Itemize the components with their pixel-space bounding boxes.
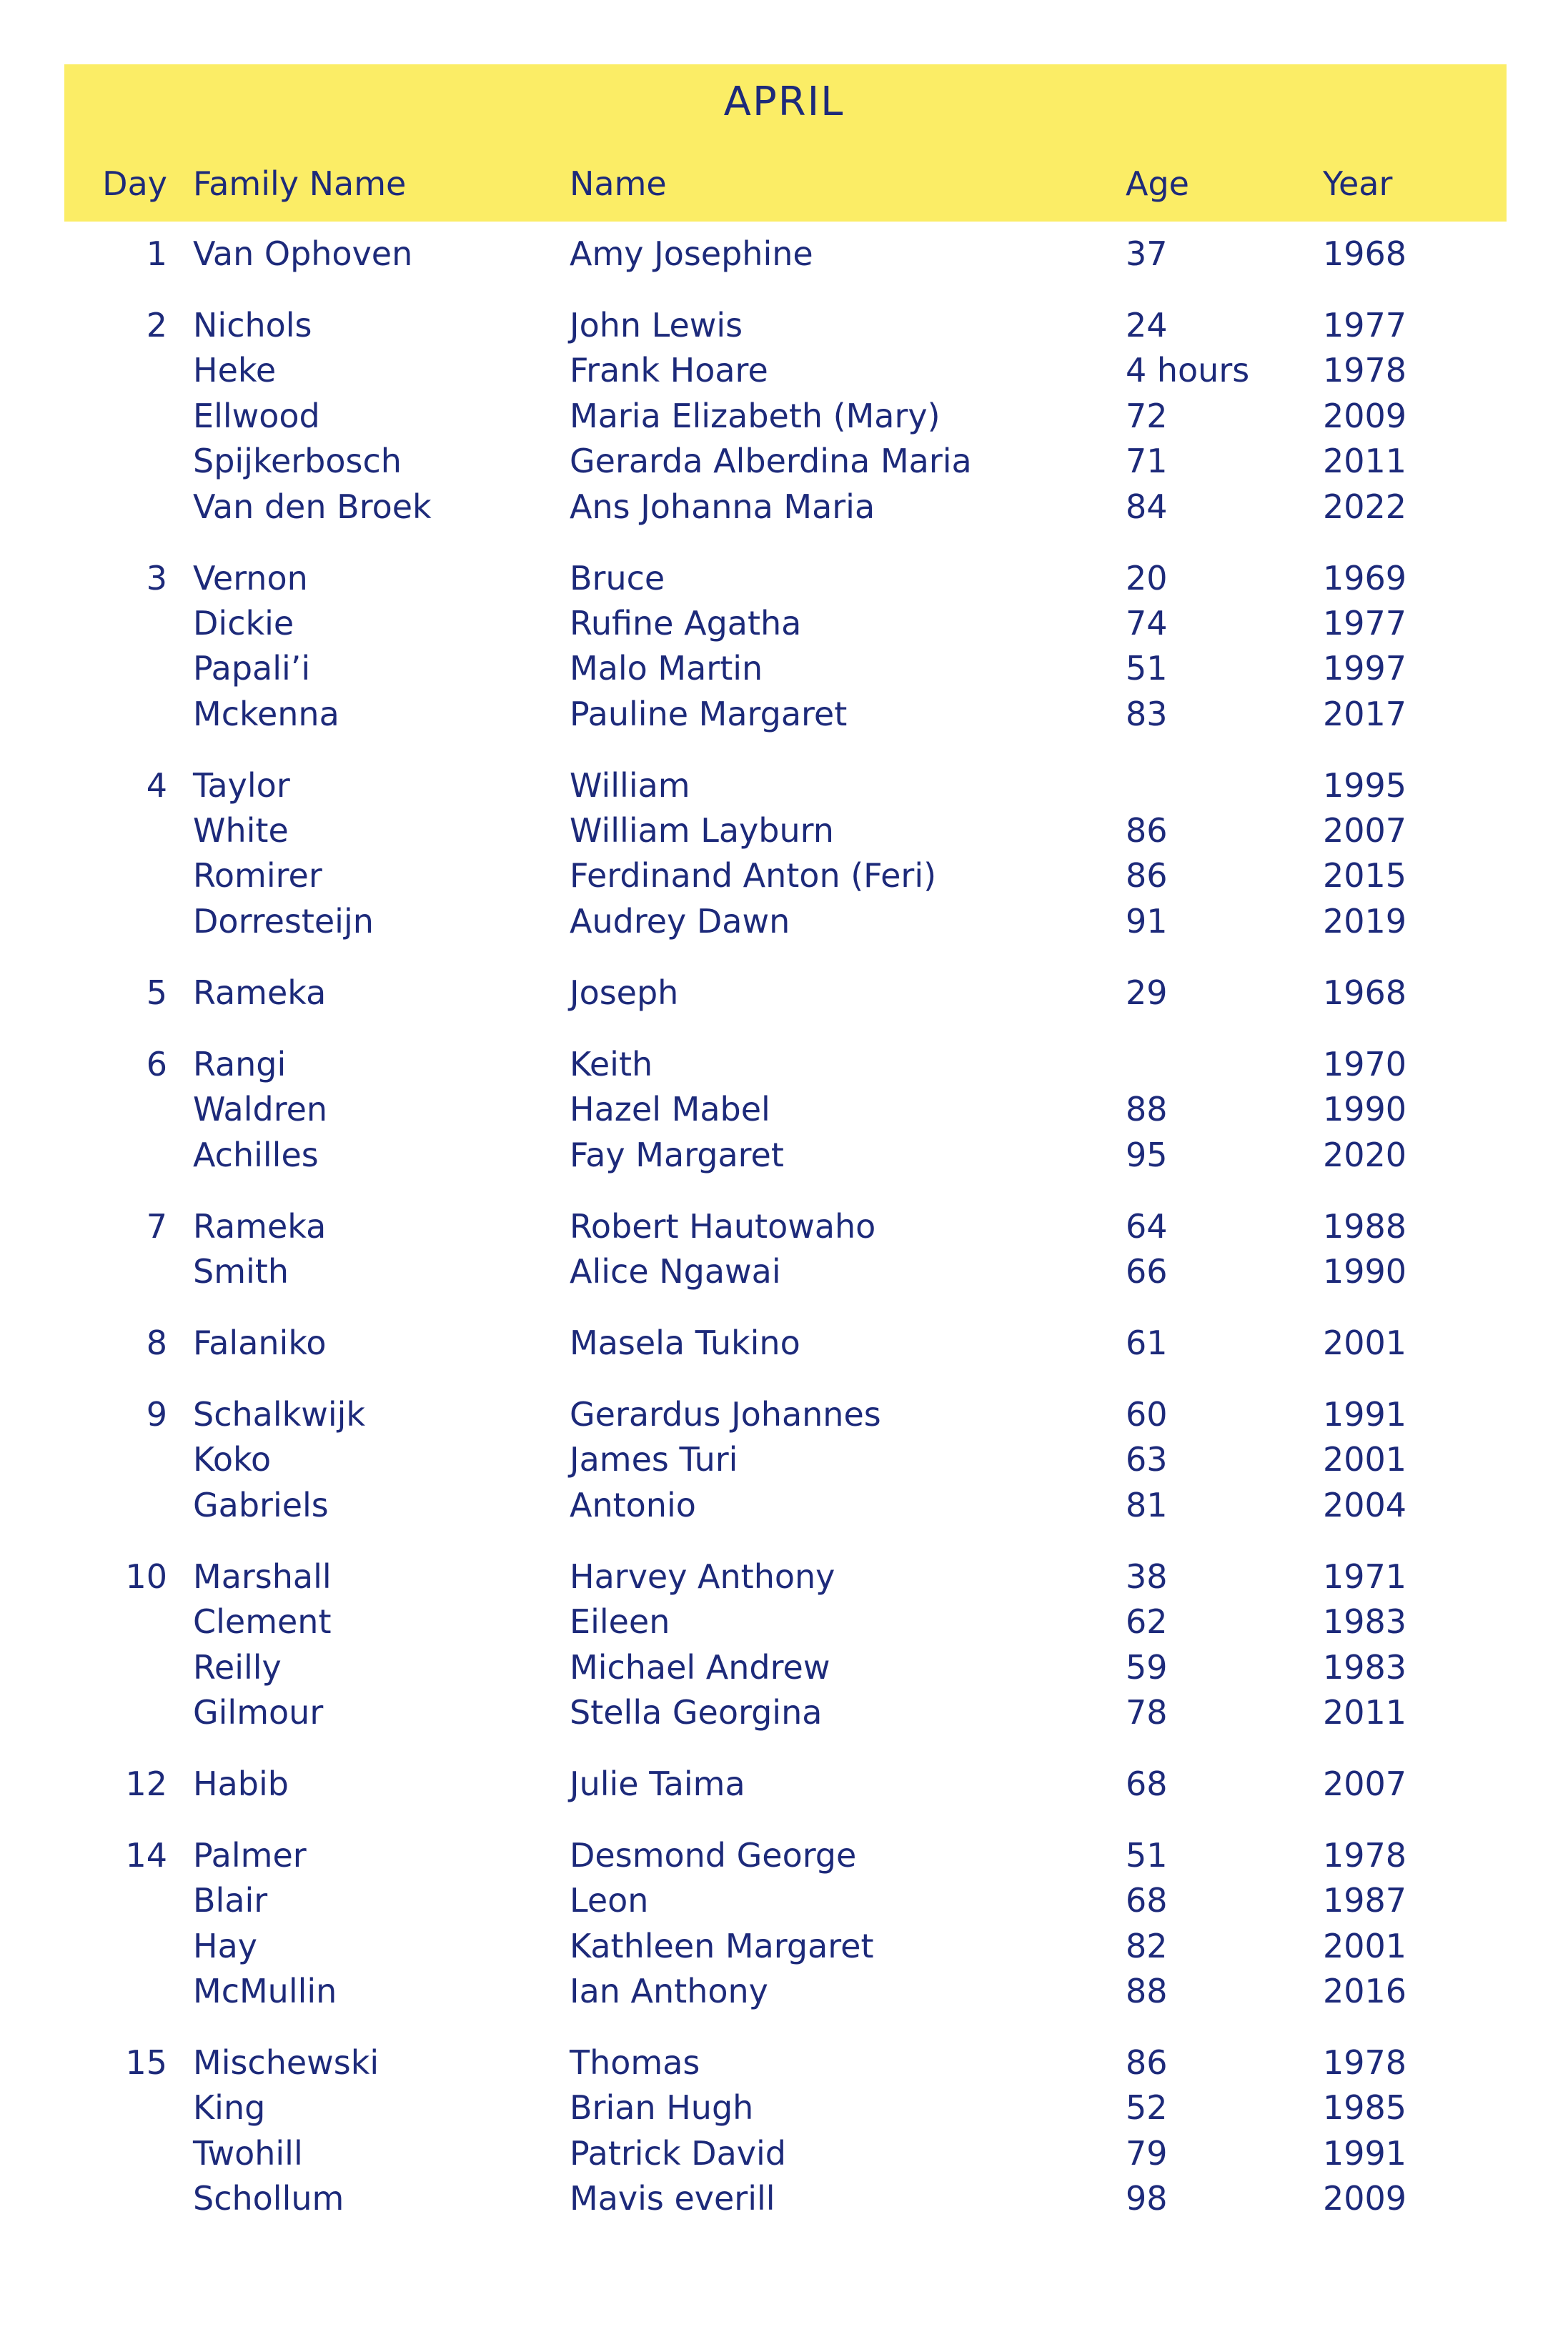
family-name-cell: McMullin — [193, 1972, 337, 2011]
age-cell: 29 — [1126, 973, 1168, 1012]
day-cell: 5 — [146, 973, 167, 1012]
year-cell: 1978 — [1323, 1835, 1407, 1875]
name-cell: Hazel Mabel — [570, 1090, 770, 1129]
family-name-cell: Gabriels — [193, 1485, 329, 1524]
year-cell: 2011 — [1323, 442, 1407, 481]
family-name-cell: Waldren — [193, 1090, 328, 1129]
day-group — [0, 556, 1568, 738]
age-cell: 78 — [1126, 1692, 1168, 1732]
table-row — [0, 1133, 1568, 1178]
header-year: Year — [1323, 164, 1393, 203]
day-group — [0, 1042, 1568, 1178]
table-row — [0, 1437, 1568, 1482]
age-cell: 83 — [1126, 694, 1168, 733]
age-cell: 66 — [1126, 1251, 1168, 1291]
family-name-cell: Palmer — [193, 1835, 307, 1875]
table-row — [0, 303, 1568, 348]
name-cell: Harvey Anthony — [570, 1557, 835, 1596]
year-cell: 1978 — [1323, 2043, 1407, 2083]
day-group — [0, 1833, 1568, 2015]
table-row — [0, 1833, 1568, 1878]
page-title: APRIL — [723, 79, 845, 125]
age-cell: 38 — [1126, 1557, 1168, 1596]
age-cell: 86 — [1126, 856, 1168, 895]
year-cell: 1987 — [1323, 1881, 1407, 1920]
name-cell: Eileen — [570, 1602, 670, 1642]
age-cell: 95 — [1126, 1135, 1168, 1174]
name-cell: Fay Margaret — [570, 1135, 784, 1174]
table-row — [0, 1392, 1568, 1437]
age-cell: 79 — [1126, 2133, 1168, 2173]
year-cell: 2020 — [1323, 1135, 1407, 1174]
family-name-cell: Van Ophoven — [193, 234, 413, 273]
family-name-cell: Papali’i — [193, 649, 311, 688]
name-cell: Amy Josephine — [570, 234, 813, 273]
day-group — [0, 303, 1568, 530]
table-row — [0, 1249, 1568, 1294]
table-row — [0, 1483, 1568, 1528]
name-cell: Leon — [570, 1881, 649, 1920]
day-cell: 7 — [146, 1206, 167, 1246]
name-cell: Audrey Dawn — [570, 901, 790, 941]
header-family-name: Family Name — [193, 164, 407, 203]
table-row — [0, 1762, 1568, 1807]
year-cell: 1983 — [1323, 1647, 1407, 1687]
name-cell: William Layburn — [570, 811, 834, 850]
day-cell: 4 — [146, 765, 167, 805]
table-row — [0, 2085, 1568, 2130]
year-cell: 2015 — [1323, 856, 1407, 895]
age-cell: 20 — [1126, 558, 1168, 597]
name-cell: Alice Ngawai — [570, 1251, 781, 1291]
table-row — [0, 439, 1568, 484]
family-name-cell: Schalkwijk — [193, 1394, 366, 1434]
table-row — [0, 601, 1568, 646]
age-cell: 52 — [1126, 2088, 1168, 2128]
family-name-cell: Spijkerbosch — [193, 442, 402, 481]
day-group — [0, 763, 1568, 945]
family-name-cell: Reilly — [193, 1647, 282, 1687]
day-cell: 8 — [146, 1323, 167, 1362]
year-cell: 2022 — [1323, 487, 1407, 526]
header-name: Name — [570, 164, 667, 203]
age-cell: 88 — [1126, 1972, 1168, 2011]
age-cell: 64 — [1126, 1206, 1168, 1246]
table-row — [0, 1204, 1568, 1249]
table-row — [0, 763, 1568, 808]
family-name-cell: Dickie — [193, 603, 294, 642]
table-row — [0, 646, 1568, 691]
year-cell: 1968 — [1323, 234, 1407, 273]
age-cell: 62 — [1126, 1602, 1168, 1642]
day-cell: 6 — [146, 1044, 167, 1083]
family-name-cell: Falaniko — [193, 1323, 327, 1362]
name-cell: Frank Hoare — [570, 351, 768, 390]
day-group — [0, 232, 1568, 277]
year-cell: 1969 — [1323, 558, 1407, 597]
age-cell: 86 — [1126, 811, 1168, 850]
table-row — [0, 808, 1568, 853]
age-cell: 88 — [1126, 1090, 1168, 1129]
table-row — [0, 1969, 1568, 2014]
age-cell: 86 — [1126, 2043, 1168, 2083]
family-name-cell: Vernon — [193, 558, 308, 597]
year-cell: 1977 — [1323, 603, 1407, 642]
table-row — [0, 1924, 1568, 1969]
name-cell: Patrick David — [570, 2133, 786, 2173]
table-row — [0, 348, 1568, 393]
table-row — [0, 1645, 1568, 1690]
age-cell: 51 — [1126, 649, 1168, 688]
day-cell: 3 — [146, 558, 167, 597]
age-cell: 98 — [1126, 2179, 1168, 2218]
table-row — [0, 2176, 1568, 2221]
day-group — [0, 2040, 1568, 2222]
year-cell: 1990 — [1323, 1090, 1407, 1129]
table-row — [0, 971, 1568, 1016]
name-cell: Brian Hugh — [570, 2088, 754, 2128]
day-group — [0, 971, 1568, 1016]
day-cell: 1 — [146, 234, 167, 273]
family-name-cell: Schollum — [193, 2179, 344, 2218]
year-cell: 1977 — [1323, 305, 1407, 344]
family-name-cell: Hay — [193, 1926, 258, 1965]
header-day: Day — [102, 164, 167, 203]
year-cell: 1991 — [1323, 2133, 1407, 2173]
age-cell: 24 — [1126, 305, 1168, 344]
age-cell: 37 — [1126, 234, 1168, 273]
name-cell: Pauline Margaret — [570, 694, 848, 733]
age-cell: 63 — [1126, 1440, 1168, 1479]
table-row — [0, 485, 1568, 530]
age-cell: 82 — [1126, 1926, 1168, 1965]
family-name-cell: White — [193, 811, 289, 850]
table-row — [0, 556, 1568, 601]
table-row — [0, 1554, 1568, 1599]
family-name-cell: Mischewski — [193, 2043, 379, 2083]
family-name-cell: Twohill — [193, 2133, 303, 2173]
day-cell: 14 — [125, 1835, 167, 1875]
name-cell: James Turi — [570, 1440, 738, 1479]
table-row — [0, 1599, 1568, 1644]
table-row — [0, 692, 1568, 737]
age-cell: 81 — [1126, 1485, 1168, 1524]
name-cell: Thomas — [570, 2043, 700, 2083]
name-cell: Malo Martin — [570, 649, 763, 688]
year-cell: 2016 — [1323, 1972, 1407, 2011]
age-cell: 68 — [1126, 1764, 1168, 1803]
table-row — [0, 1878, 1568, 1923]
header-age: Age — [1126, 164, 1189, 203]
age-cell: 68 — [1126, 1881, 1168, 1920]
year-cell: 1970 — [1323, 1044, 1407, 1083]
year-cell: 1983 — [1323, 1602, 1407, 1642]
day-group — [0, 1204, 1568, 1295]
age-cell: 51 — [1126, 1835, 1168, 1875]
year-cell: 2019 — [1323, 901, 1407, 941]
family-name-cell: Taylor — [193, 765, 290, 805]
year-cell: 2001 — [1323, 1323, 1407, 1362]
day-cell: 10 — [125, 1557, 167, 1596]
table-row — [0, 853, 1568, 898]
year-cell: 1968 — [1323, 973, 1407, 1012]
year-cell: 1995 — [1323, 765, 1407, 805]
name-cell: Antonio — [570, 1485, 696, 1524]
year-cell: 2007 — [1323, 811, 1407, 850]
family-name-cell: Van den Broek — [193, 487, 432, 526]
family-name-cell: Blair — [193, 1881, 268, 1920]
age-cell: 71 — [1126, 442, 1168, 481]
year-cell: 1988 — [1323, 1206, 1407, 1246]
age-cell: 84 — [1126, 487, 1168, 526]
family-name-cell: Gilmour — [193, 1692, 324, 1732]
day-cell: 2 — [146, 305, 167, 344]
name-cell: Julie Taima — [570, 1764, 745, 1803]
family-name-cell: Romirer — [193, 856, 322, 895]
age-cell: 74 — [1126, 603, 1168, 642]
age-cell: 61 — [1126, 1323, 1168, 1362]
day-group — [0, 1321, 1568, 1366]
table-row — [0, 1042, 1568, 1087]
year-cell: 2004 — [1323, 1485, 1407, 1524]
year-cell: 2017 — [1323, 694, 1407, 733]
table-row — [0, 2131, 1568, 2176]
table-row — [0, 899, 1568, 944]
name-cell: Desmond George — [570, 1835, 857, 1875]
family-name-cell: Rameka — [193, 973, 327, 1012]
family-name-cell: Rangi — [193, 1044, 287, 1083]
name-cell: Rufine Agatha — [570, 603, 802, 642]
day-cell: 9 — [146, 1394, 167, 1434]
family-name-cell: King — [193, 2088, 266, 2128]
name-cell: Ian Anthony — [570, 1972, 768, 2011]
age-cell: 60 — [1126, 1394, 1168, 1434]
name-cell: Joseph — [570, 973, 679, 1012]
name-cell: William — [570, 765, 690, 805]
day-group — [0, 1554, 1568, 1736]
name-cell: Ans Johanna Maria — [570, 487, 875, 526]
year-cell: 1997 — [1323, 649, 1407, 688]
day-cell: 12 — [125, 1764, 167, 1803]
name-cell: Gerarda Alberdina Maria — [570, 442, 972, 481]
name-cell: Maria Elizabeth (Mary) — [570, 396, 941, 435]
family-name-cell: Koko — [193, 1440, 272, 1479]
name-cell: Stella Georgina — [570, 1692, 823, 1732]
family-name-cell: Dorresteijn — [193, 901, 374, 941]
family-name-cell: Heke — [193, 351, 277, 390]
name-cell: Bruce — [570, 558, 665, 597]
year-cell: 1990 — [1323, 1251, 1407, 1291]
year-cell: 2009 — [1323, 396, 1407, 435]
name-cell: Michael Andrew — [570, 1647, 830, 1687]
name-cell: Keith — [570, 1044, 653, 1083]
family-name-cell: Ellwood — [193, 396, 320, 435]
memorial-list — [0, 232, 1568, 2248]
age-cell: 4 hours — [1126, 351, 1250, 390]
year-cell: 1991 — [1323, 1394, 1407, 1434]
family-name-cell: Achilles — [193, 1135, 319, 1174]
year-cell: 2007 — [1323, 1764, 1407, 1803]
day-group — [0, 1392, 1568, 1528]
family-name-cell: Smith — [193, 1251, 289, 1291]
age-cell: 59 — [1126, 1647, 1168, 1687]
name-cell: Ferdinand Anton (Feri) — [570, 856, 937, 895]
year-cell: 2011 — [1323, 1692, 1407, 1732]
family-name-cell: Mckenna — [193, 694, 339, 733]
name-cell: Robert Hautowaho — [570, 1206, 876, 1246]
table-row — [0, 394, 1568, 439]
column-headers — [0, 159, 1568, 209]
year-cell: 1971 — [1323, 1557, 1407, 1596]
family-name-cell: Rameka — [193, 1206, 327, 1246]
age-cell: 91 — [1126, 901, 1168, 941]
year-cell: 2001 — [1323, 1926, 1407, 1965]
year-cell: 1985 — [1323, 2088, 1407, 2128]
table-row — [0, 1087, 1568, 1132]
age-cell: 72 — [1126, 396, 1168, 435]
year-cell: 2009 — [1323, 2179, 1407, 2218]
day-cell: 15 — [125, 2043, 167, 2083]
name-cell: Mavis everill — [570, 2179, 775, 2218]
table-row — [0, 1321, 1568, 1366]
table-row — [0, 232, 1568, 277]
name-cell: Kathleen Margaret — [570, 1926, 874, 1965]
day-group — [0, 1762, 1568, 1807]
table-row — [0, 1690, 1568, 1735]
family-name-cell: Clement — [193, 1602, 332, 1642]
family-name-cell: Nichols — [193, 305, 312, 344]
year-cell: 1978 — [1323, 351, 1407, 390]
name-cell: Gerardus Johannes — [570, 1394, 881, 1434]
name-cell: Masela Tukino — [570, 1323, 800, 1362]
name-cell: John Lewis — [570, 305, 743, 344]
year-cell: 2001 — [1323, 1440, 1407, 1479]
table-row — [0, 2040, 1568, 2085]
family-name-cell: Marshall — [193, 1557, 332, 1596]
family-name-cell: Habib — [193, 1764, 289, 1803]
